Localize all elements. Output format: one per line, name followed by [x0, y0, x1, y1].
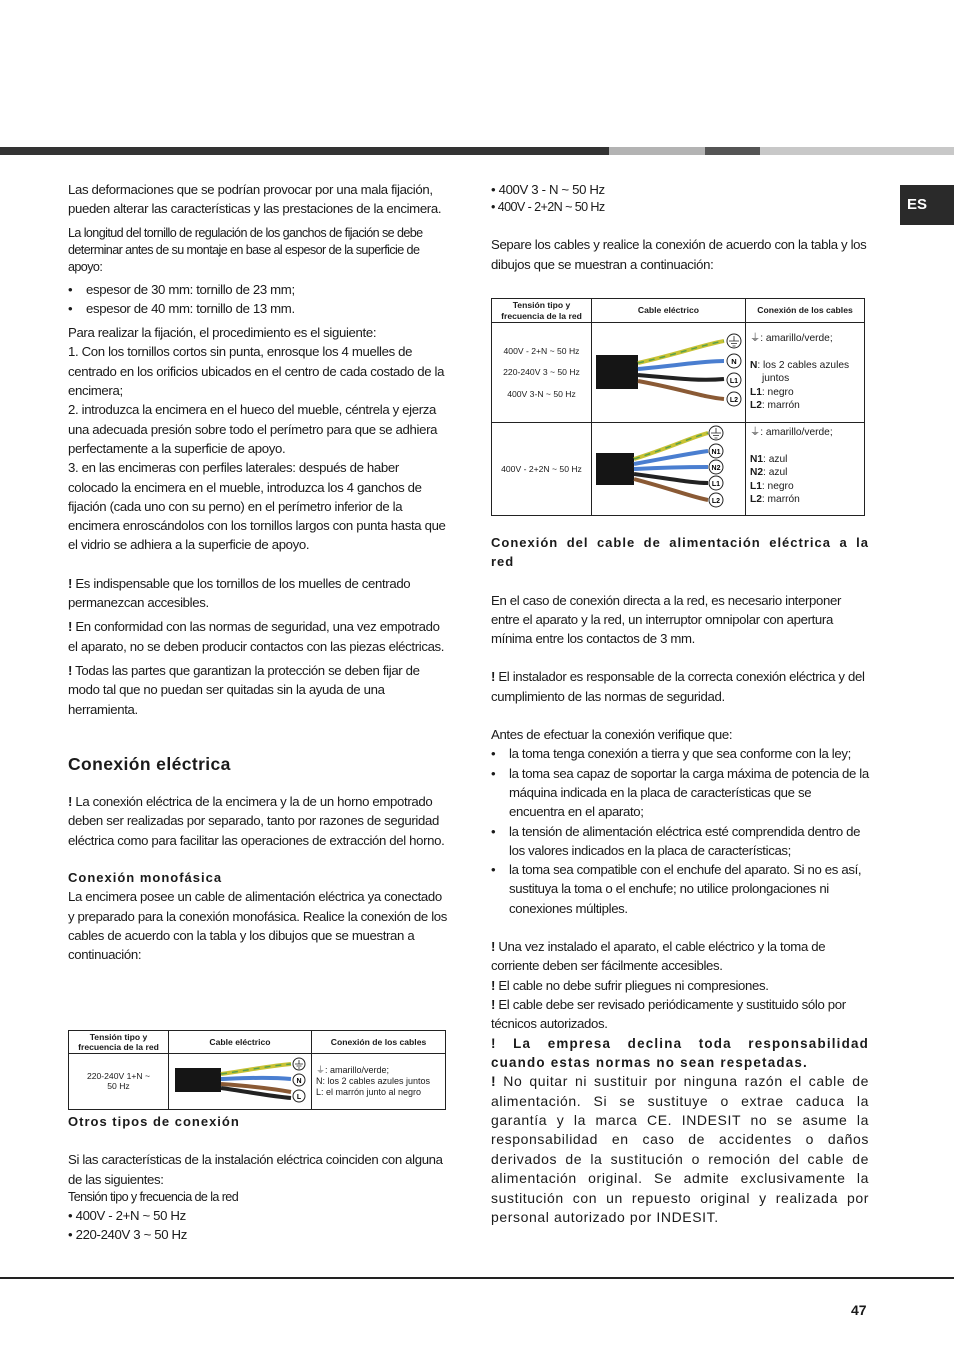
- warning: ! En conformidad con las normas de seguridad, una vez empotrado el aparato, no se deben producir contactos con las piezas eléctricas.: [68, 619, 445, 654]
- paragraph: Separe los cables y realice la conexión de acuerdo con la tabla y los dibujos que se muestran a continuación:: [491, 237, 867, 272]
- table-cell: ⏚: amarillo/verde; N: los 2 cables azules juntos L: el marrón junto al negro: [312, 1054, 446, 1110]
- warning: ! La conexión eléctrica de la encimera y la de un horno empotrado deben ser realizadas por separado, tanto por razones de seguridad eléctrica como para facilitar las operaciones de extracción del horno.: [68, 794, 445, 848]
- table-header: Cable eléctrico: [592, 299, 746, 323]
- right-column-bottom: [491, 533, 869, 1227]
- table-cell: ⏚: amarillo/verde; N1: azul N2: azul L1: negro L2: marrón: [746, 422, 865, 516]
- warning: ! El cable debe ser revisado periódicamente y sustituido sólo por técnicos autorizados.: [491, 996, 846, 1032]
- left-column: [68, 180, 448, 965]
- page-number: 47: [851, 1302, 867, 1318]
- list-item: • 400V - 2+N ~ 50 Hz: [68, 1207, 186, 1223]
- list-item: • 400V - 2+2N ~ 50 Hz: [491, 200, 605, 215]
- warning: ! La empresa declina toda responsabilidad cuando estas normas no sean respetadas.: [491, 1035, 869, 1070]
- section-heading: Conexión eléctrica: [68, 753, 231, 774]
- table-header: Tensión tipo y frecuencia de la red: [492, 299, 592, 323]
- header-bar-light: [760, 147, 954, 155]
- list-item: • la tensión de alimentación eléctrica esté comprendida dentro de los valores indicados en la placa de características;: [491, 823, 861, 858]
- terminal-label: L1: [711, 480, 721, 488]
- cable-illustration: [592, 323, 746, 423]
- terminal-label: L: [296, 1094, 302, 1101]
- table-cell: 400V - 2+2N ~ 50 Hz: [492, 422, 592, 516]
- terminal-label: L1: [729, 378, 739, 385]
- table-header: Cable eléctrico: [169, 1031, 312, 1054]
- paragraph: Las deformaciones que se podrían provocar por una mala fijación, pueden alterar las características y las prestaciones de la encimera.: [68, 182, 442, 217]
- connection-table-other: [491, 298, 865, 516]
- paragraph: Tensión tipo y frecuencia de la red: [68, 1189, 239, 1204]
- footer-line: [0, 1277, 954, 1279]
- paragraph: La longitud del tornillo de regulación de los ganchos de fijación se debe determinar antes de su montaje en base al espesor de la superficie de apoyo:: [68, 225, 423, 274]
- terminal-label: N: [296, 1078, 302, 1085]
- connection-table-mono: [68, 1030, 446, 1110]
- paragraph: La encimera posee un cable de alimentación eléctrica ya conectado y preparado para la conexión monofásica. Realice la conexión de los cables de acuerdo con la tabla y los dibujos que se muestran a continuación:: [68, 889, 448, 963]
- table-header: Conexión de los cables: [312, 1031, 446, 1054]
- paragraph: 1. Con los tornillos cortos sin punta, enrosque los 4 muelles de centrado en los orificios ubicados en el centro de cada costado de la encimera;: [68, 344, 445, 399]
- header-bar: [0, 147, 954, 155]
- table-cell: 220-240V 1+N ~ 50 Hz: [69, 1054, 169, 1110]
- list-item: • 400V 3 - N ~ 50 Hz: [491, 182, 605, 197]
- table-cell: 400V - 2+N ~ 50 Hz 220-240V 3 ~ 50 Hz 400V 3-N ~ 50 Hz: [492, 323, 592, 423]
- terminal-label: N2: [711, 464, 721, 472]
- list-item: • la toma tenga conexión a tierra y que sea conforme con la ley;: [491, 746, 851, 762]
- paragraph: En el caso de conexión directa a la red, es necesario interponer entre el aparato y la red, un interruptor omnipolar con apertura mínima entre los contactos de 3 mm.: [491, 592, 842, 647]
- list-item: • la toma sea capaz de soportar la carga máxima de potencia de la máquina indicada en la placa de características que se encuentra en el aparato;: [491, 765, 869, 820]
- right-column: [491, 180, 871, 274]
- ground-icon: ⏚: [316, 1064, 326, 1075]
- header-bar-dark: [0, 147, 609, 155]
- warning: ! El cable no debe sufrir pliegues ni compresiones.: [491, 977, 769, 993]
- terminal-label: N1: [711, 448, 721, 456]
- cable-illustration: [592, 422, 746, 516]
- warning: ! Es indispensable que los tornillos de los muelles de centrado permanezcan accesibles.: [68, 575, 411, 611]
- subheading: Conexión del cable de alimentación eléctrica a la red: [491, 535, 869, 570]
- subheading: Conexión monofásica: [68, 870, 223, 886]
- warning: ! Todas las partes que garantizan la protección se deben fijar de modo tal que no puedan ser quitadas sin la ayuda de una herramienta.: [68, 662, 420, 717]
- language-tab: ES: [900, 185, 954, 225]
- list-item: • espesor de 30 mm: tornillo de 23 mm;: [68, 281, 295, 297]
- list-item: • 220-240V 3 ~ 50 Hz: [68, 1227, 187, 1243]
- paragraph: 2. introduzca la encimera en el hueco del mueble, céntrela y ejerza una adecuada presión sobre todo el perímetro para que se adhiera perfectamente a la superficie de apoyo.: [68, 402, 438, 456]
- terminal-label: N: [731, 357, 737, 366]
- table-cell: ⏚: amarillo/verde; N: los 2 cables azules juntos L1: negro L2: marrón: [746, 323, 865, 423]
- terminal-label: L2: [711, 497, 721, 505]
- header-bar-dark2: [705, 147, 760, 155]
- table-header: Tensión tipo y frecuencia de la red: [69, 1031, 169, 1054]
- table-header: Conexión de los cables: [746, 299, 865, 323]
- list-item: • la toma sea compatible con el enchufe del aparato. Si no es así, sustituya la toma o el enchufe; no utilice prolongaciones ni conexiones múltiples.: [491, 862, 862, 916]
- left-column-bottom: [68, 1112, 448, 1244]
- ground-icon: ⏚: [750, 426, 761, 438]
- terminal-label: L2: [729, 397, 739, 404]
- paragraph: 3. en las encimeras con perfiles laterales: después de haber colocado la encimera en el mueble, introduzca los 4 ganchos de fijación (cada uno con su perno) en el perímetro inferior de la encimera enroscándolos con los tornillos largos con punta hasta que el vidrio se adhiera a la superficie de apoyo.: [68, 460, 446, 553]
- ground-icon: ⏚: [750, 332, 761, 344]
- warning: ! El instalador es responsable de la correcta conexión eléctrica y del cumplimiento de las normas de seguridad.: [491, 669, 865, 704]
- warning: ! Una vez instalado el aparato, el cable eléctrico y la toma de corriente deben ser fácilmente accesibles.: [491, 939, 826, 974]
- cable-illustration: [169, 1054, 312, 1110]
- subheading: Otros tipos de conexión: [68, 1114, 240, 1129]
- list-item: • espesor de 40 mm: tornillo de 13 mm.: [68, 300, 295, 316]
- paragraph: Antes de efectuar la conexión verifique que:: [491, 727, 733, 743]
- header-bar-mid: [609, 147, 705, 155]
- paragraph: Para realizar la fijación, el procedimiento es el siguiente:: [68, 325, 377, 341]
- paragraph: Si las características de la instalación eléctrica coinciden con alguna de las siguientes:: [68, 1152, 443, 1187]
- warning: ! No quitar ni sustituir por ninguna razón el cable de alimentación. Si se sustituye o extrae caduca la garantía y la marca CE. INDESIT no se asume la responsabilidad en caso de accidentes o daños derivados de la sustitución o remoción del cable de alimentación original. Se admite exclusivamente la sustitución con un repuesto original y realizada por personal autorizado por INDESIT.: [491, 1073, 869, 1225]
